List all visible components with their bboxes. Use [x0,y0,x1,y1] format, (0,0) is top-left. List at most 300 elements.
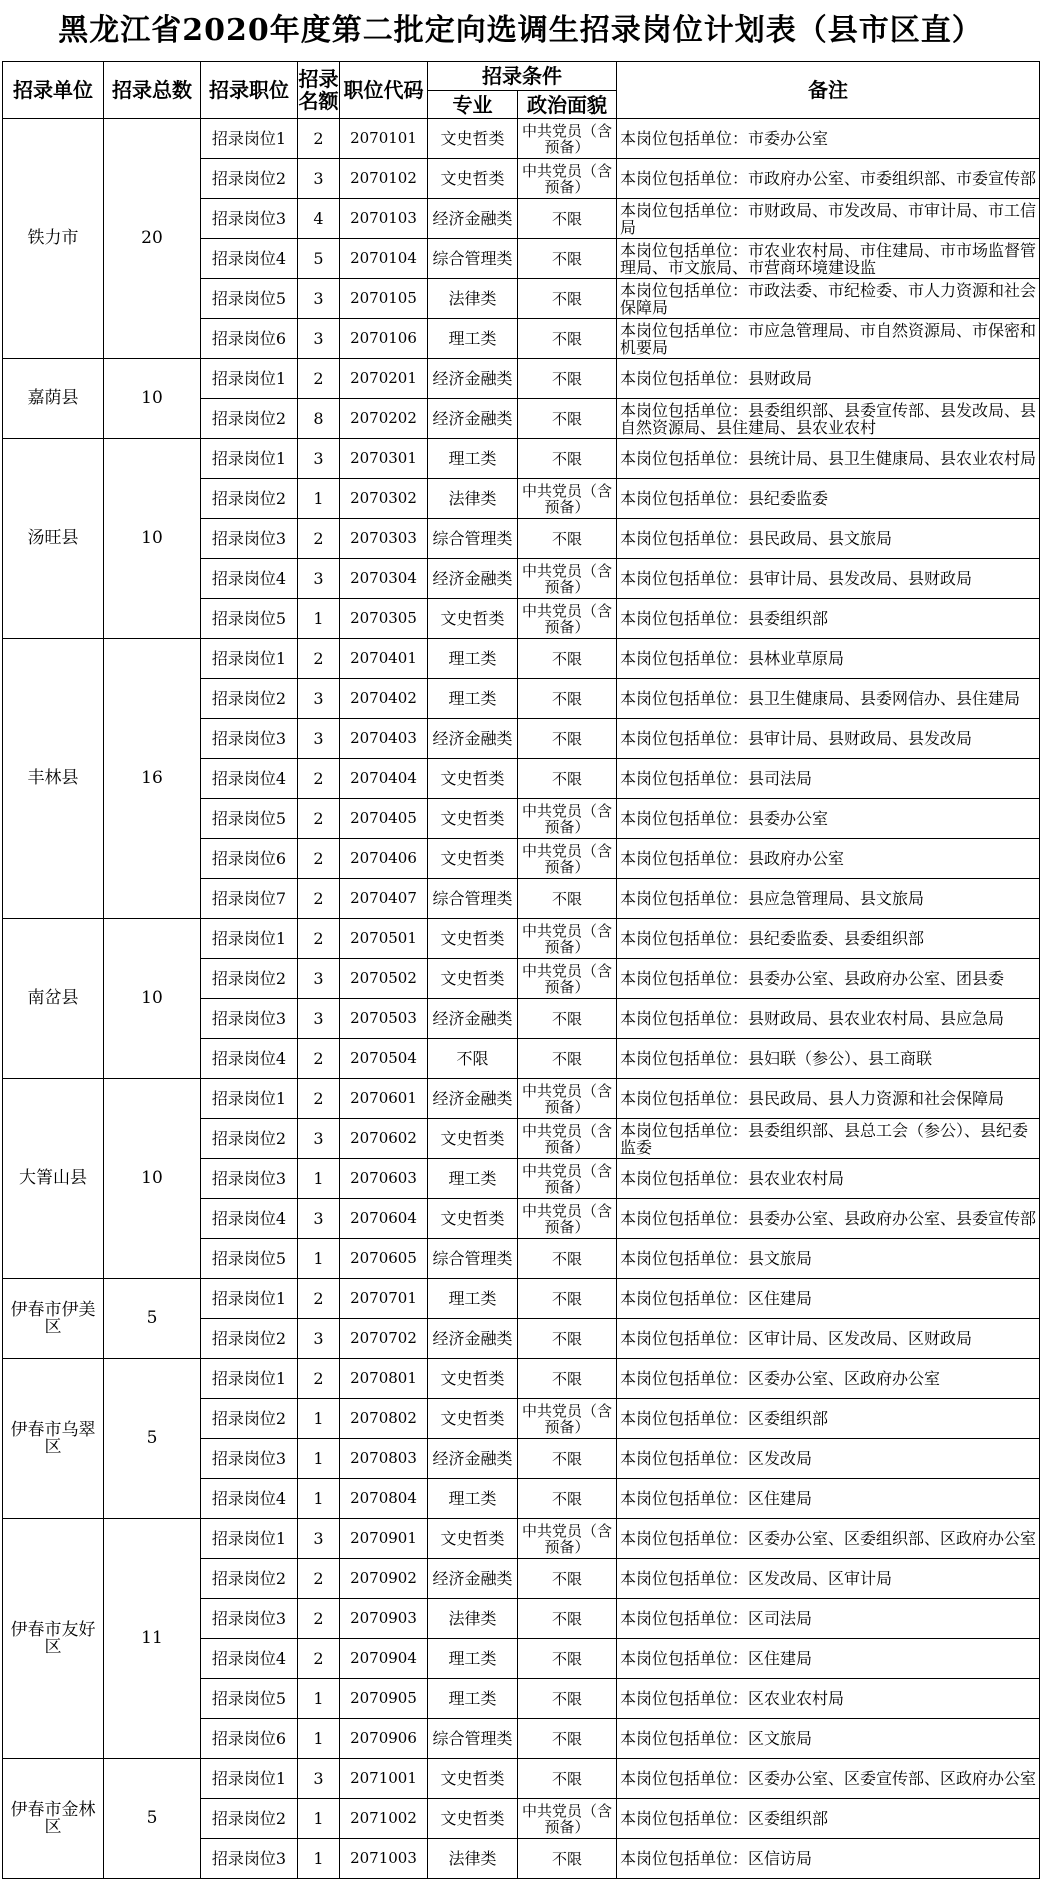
cell-remarks: 本岗位包括单位：县民政局、县文旅局 [617,519,1040,559]
cell-code: 2070905 [340,1679,428,1719]
header-conditions: 招录条件 [428,62,617,91]
cell-remarks: 本岗位包括单位：县妇联（参公）、县工商联 [617,1039,1040,1079]
cell-remarks: 本岗位包括单位：县纪委监委 [617,479,1040,519]
cell-position: 招录岗位4 [201,759,298,799]
cell-remarks: 本岗位包括单位：市政法委、市纪检委、市人力资源和社会保障局 [617,279,1040,319]
cell-quota: 3 [298,1119,340,1159]
cell-unit: 伊春市伊美区 [3,1279,104,1359]
cell-major: 文史哲类 [428,599,518,639]
cell-position: 招录岗位2 [201,1399,298,1439]
cell-political: 中共党员（含预备） [518,1399,617,1439]
cell-major: 综合管理类 [428,519,518,559]
cell-code: 2070904 [340,1639,428,1679]
cell-remarks: 本岗位包括单位：县卫生健康局、县委网信办、县住建局 [617,679,1040,719]
cell-total: 10 [104,1079,201,1279]
cell-political: 不限 [518,719,617,759]
cell-position: 招录岗位3 [201,1599,298,1639]
cell-code: 2070106 [340,319,428,359]
cell-political: 中共党员（含预备） [518,1799,617,1839]
cell-political: 不限 [518,359,617,399]
document-title: 黑龙江省2020年度第二批定向选调生招录岗位计划表（县市区直） [58,13,983,48]
cell-quota: 3 [298,559,340,599]
cell-code: 2070405 [340,799,428,839]
cell-quota: 2 [298,119,340,159]
cell-quota: 3 [298,1519,340,1559]
cell-political: 不限 [518,1639,617,1679]
cell-remarks: 本岗位包括单位：县政府办公室 [617,839,1040,879]
cell-major: 理工类 [428,639,518,679]
cell-quota: 1 [298,599,340,639]
cell-position: 招录岗位4 [201,1039,298,1079]
cell-code: 2070604 [340,1199,428,1239]
cell-political: 不限 [518,1679,617,1719]
cell-major: 经济金融类 [428,559,518,599]
cell-remarks: 本岗位包括单位：市农业农村局、市住建局、市市场监督管理局、市文旅局、市营商环境建设监 [617,239,1040,279]
cell-quota: 1 [298,479,340,519]
cell-remarks: 本岗位包括单位：县文旅局 [617,1239,1040,1279]
cell-code: 2070301 [340,439,428,479]
cell-position: 招录岗位5 [201,799,298,839]
cell-position: 招录岗位2 [201,159,298,199]
cell-code: 2070903 [340,1599,428,1639]
cell-total: 10 [104,359,201,439]
cell-position: 招录岗位1 [201,1279,298,1319]
table-row [3,1279,1040,1319]
cell-political: 中共党员（含预备） [518,1199,617,1239]
cell-code: 2070201 [340,359,428,399]
cell-unit: 丰林县 [3,639,104,919]
cell-major: 经济金融类 [428,1319,518,1359]
cell-position: 招录岗位5 [201,1679,298,1719]
cell-code: 2070906 [340,1719,428,1759]
cell-political: 不限 [518,399,617,439]
cell-remarks: 本岗位包括单位：市政府办公室、市委组织部、市委宣传部 [617,159,1040,199]
cell-position: 招录岗位2 [201,1119,298,1159]
cell-major: 理工类 [428,1639,518,1679]
cell-political: 不限 [518,1239,617,1279]
cell-remarks: 本岗位包括单位：区委办公室、区委组织部、区政府办公室 [617,1519,1040,1559]
cell-remarks: 本岗位包括单位：县审计局、县财政局、县发改局 [617,719,1040,759]
table-row [3,1759,1040,1799]
cell-quota: 1 [298,1399,340,1439]
cell-political: 中共党员（含预备） [518,1079,617,1119]
cell-position: 招录岗位3 [201,1439,298,1479]
cell-quota: 3 [298,719,340,759]
cell-quota: 2 [298,1599,340,1639]
cell-position: 招录岗位5 [201,279,298,319]
cell-quota: 3 [298,159,340,199]
cell-political: 不限 [518,1559,617,1599]
recruitment-table [2,61,1040,1879]
table-row [3,919,1040,959]
cell-code: 2071003 [340,1839,428,1879]
cell-position: 招录岗位1 [201,1759,298,1799]
cell-quota: 1 [298,1159,340,1199]
cell-major: 文史哲类 [428,1199,518,1239]
cell-unit: 汤旺县 [3,439,104,639]
cell-total: 10 [104,439,201,639]
cell-position: 招录岗位4 [201,1639,298,1679]
cell-political: 不限 [518,1759,617,1799]
cell-remarks: 本岗位包括单位：县纪委监委、县委组织部 [617,919,1040,959]
cell-quota: 2 [298,1359,340,1399]
cell-code: 2070407 [340,879,428,919]
cell-code: 2070503 [340,999,428,1039]
cell-quota: 3 [298,959,340,999]
cell-position: 招录岗位5 [201,599,298,639]
cell-code: 2070304 [340,559,428,599]
cell-code: 2070502 [340,959,428,999]
cell-political: 不限 [518,879,617,919]
cell-position: 招录岗位2 [201,1799,298,1839]
cell-unit: 伊春市友好区 [3,1519,104,1759]
cell-unit: 大箐山县 [3,1079,104,1279]
cell-quota: 1 [298,1439,340,1479]
cell-code: 2070305 [340,599,428,639]
cell-code: 2070504 [340,1039,428,1079]
cell-major: 理工类 [428,319,518,359]
cell-quota: 2 [298,839,340,879]
cell-remarks: 本岗位包括单位：县委组织部 [617,599,1040,639]
cell-quota: 2 [298,799,340,839]
table-row [3,439,1040,479]
cell-position: 招录岗位4 [201,1479,298,1519]
cell-political: 中共党员（含预备） [518,799,617,839]
cell-major: 法律类 [428,279,518,319]
cell-code: 2070101 [340,119,428,159]
cell-political: 中共党员（含预备） [518,559,617,599]
cell-position: 招录岗位2 [201,1559,298,1599]
cell-unit: 铁力市 [3,119,104,359]
cell-quota: 2 [298,1639,340,1679]
cell-major: 理工类 [428,1159,518,1199]
cell-remarks: 本岗位包括单位：县林业草原局 [617,639,1040,679]
cell-remarks: 本岗位包括单位：区住建局 [617,1639,1040,1679]
cell-major: 文史哲类 [428,159,518,199]
cell-position: 招录岗位1 [201,919,298,959]
cell-code: 2070801 [340,1359,428,1399]
cell-major: 文史哲类 [428,959,518,999]
cell-remarks: 本岗位包括单位：区住建局 [617,1479,1040,1519]
cell-quota: 2 [298,519,340,559]
cell-major: 文史哲类 [428,759,518,799]
cell-position: 招录岗位6 [201,839,298,879]
cell-position: 招录岗位2 [201,679,298,719]
cell-major: 文史哲类 [428,1359,518,1399]
cell-unit: 伊春市金林区 [3,1759,104,1879]
cell-major: 文史哲类 [428,1119,518,1159]
table-row [3,1359,1040,1399]
cell-major: 理工类 [428,1479,518,1519]
cell-major: 综合管理类 [428,239,518,279]
header-unit: 招录单位 [3,62,104,119]
cell-political: 不限 [518,999,617,1039]
cell-political: 不限 [518,679,617,719]
cell-political: 不限 [518,759,617,799]
cell-quota: 2 [298,919,340,959]
cell-total: 10 [104,919,201,1079]
cell-remarks: 本岗位包括单位：区文旅局 [617,1719,1040,1759]
cell-political: 不限 [518,1479,617,1519]
cell-quota: 2 [298,1039,340,1079]
cell-major: 不限 [428,1039,518,1079]
cell-code: 2070601 [340,1079,428,1119]
cell-major: 经济金融类 [428,199,518,239]
cell-major: 理工类 [428,1679,518,1719]
header-quota: 招录名额 [298,62,340,119]
cell-remarks: 本岗位包括单位：县应急管理局、县文旅局 [617,879,1040,919]
cell-remarks: 本岗位包括单位：县司法局 [617,759,1040,799]
cell-political: 不限 [518,1719,617,1759]
cell-code: 2070401 [340,639,428,679]
cell-major: 法律类 [428,479,518,519]
cell-major: 文史哲类 [428,1759,518,1799]
cell-code: 2070104 [340,239,428,279]
cell-position: 招录岗位3 [201,1839,298,1879]
cell-political: 中共党员（含预备） [518,599,617,639]
cell-major: 文史哲类 [428,839,518,879]
cell-remarks: 本岗位包括单位：区发改局 [617,1439,1040,1479]
table-row [3,1519,1040,1559]
header-code: 职位代码 [340,62,428,119]
cell-remarks: 本岗位包括单位：县委办公室、县政府办公室、县委宣传部 [617,1199,1040,1239]
cell-quota: 3 [298,1199,340,1239]
cell-major: 经济金融类 [428,999,518,1039]
cell-remarks: 本岗位包括单位：县农业农村局 [617,1159,1040,1199]
cell-remarks: 本岗位包括单位：区信访局 [617,1839,1040,1879]
cell-political: 不限 [518,439,617,479]
cell-position: 招录岗位3 [201,719,298,759]
cell-major: 文史哲类 [428,119,518,159]
cell-major: 经济金融类 [428,1559,518,1599]
cell-position: 招录岗位3 [201,519,298,559]
cell-political: 不限 [518,1439,617,1479]
cell-code: 2070603 [340,1159,428,1199]
cell-major: 文史哲类 [428,1399,518,1439]
cell-position: 招录岗位3 [201,999,298,1039]
cell-code: 2070902 [340,1559,428,1599]
cell-unit: 伊春市乌翠区 [3,1359,104,1519]
cell-political: 中共党员（含预备） [518,1119,617,1159]
cell-code: 2070804 [340,1479,428,1519]
cell-political: 中共党员（含预备） [518,479,617,519]
cell-major: 理工类 [428,439,518,479]
cell-political: 不限 [518,639,617,679]
cell-remarks: 本岗位包括单位：区委组织部 [617,1799,1040,1839]
cell-position: 招录岗位4 [201,1199,298,1239]
cell-remarks: 本岗位包括单位：区委办公室、区政府办公室 [617,1359,1040,1399]
cell-political: 不限 [518,1039,617,1079]
cell-remarks: 本岗位包括单位：区发改局、区审计局 [617,1559,1040,1599]
table-header-row [3,62,1040,91]
cell-position: 招录岗位2 [201,1319,298,1359]
cell-remarks: 本岗位包括单位：区委办公室、区委宣传部、区政府办公室 [617,1759,1040,1799]
cell-quota: 3 [298,439,340,479]
cell-position: 招录岗位1 [201,639,298,679]
cell-quota: 2 [298,1079,340,1119]
cell-position: 招录岗位1 [201,1519,298,1559]
cell-quota: 2 [298,879,340,919]
cell-total: 5 [104,1759,201,1879]
cell-political: 中共党员（含预备） [518,159,617,199]
cell-remarks: 本岗位包括单位：市应急管理局、市自然资源局、市保密和机要局 [617,319,1040,359]
cell-quota: 2 [298,1279,340,1319]
cell-remarks: 本岗位包括单位：县委组织部、县委宣传部、县发改局、县自然资源局、县住建局、县农业农村 [617,399,1040,439]
cell-political: 不限 [518,1319,617,1359]
cell-position: 招录岗位2 [201,959,298,999]
cell-political: 中共党员（含预备） [518,119,617,159]
cell-quota: 3 [298,679,340,719]
cell-position: 招录岗位3 [201,1159,298,1199]
cell-political: 不限 [518,1839,617,1879]
cell-remarks: 本岗位包括单位：县委办公室 [617,799,1040,839]
cell-code: 2070901 [340,1519,428,1559]
cell-total: 20 [104,119,201,359]
cell-major: 法律类 [428,1599,518,1639]
table-row [3,639,1040,679]
cell-total: 5 [104,1359,201,1519]
cell-total: 16 [104,639,201,919]
cell-position: 招录岗位7 [201,879,298,919]
cell-total: 11 [104,1519,201,1759]
cell-code: 2070602 [340,1119,428,1159]
cell-quota: 4 [298,199,340,239]
table-row [3,119,1040,159]
header-major: 专业 [428,91,518,119]
cell-code: 2070802 [340,1399,428,1439]
cell-position: 招录岗位1 [201,359,298,399]
cell-position: 招录岗位1 [201,439,298,479]
cell-code: 2070303 [340,519,428,559]
cell-code: 2070406 [340,839,428,879]
cell-code: 2070403 [340,719,428,759]
cell-code: 2070202 [340,399,428,439]
cell-remarks: 本岗位包括单位：县财政局、县农业农村局、县应急局 [617,999,1040,1039]
cell-political: 不限 [518,519,617,559]
cell-position: 招录岗位3 [201,199,298,239]
cell-remarks: 本岗位包括单位：县审计局、县发改局、县财政局 [617,559,1040,599]
cell-code: 2070404 [340,759,428,799]
cell-quota: 2 [298,1559,340,1599]
cell-political: 不限 [518,1279,617,1319]
cell-position: 招录岗位6 [201,319,298,359]
header-total: 招录总数 [104,62,201,119]
cell-major: 理工类 [428,679,518,719]
cell-major: 文史哲类 [428,799,518,839]
table-row [3,359,1040,399]
cell-remarks: 本岗位包括单位：区审计局、区发改局、区财政局 [617,1319,1040,1359]
cell-remarks: 本岗位包括单位：区司法局 [617,1599,1040,1639]
cell-political: 中共党员（含预备） [518,1159,617,1199]
cell-quota: 3 [298,279,340,319]
cell-major: 法律类 [428,1839,518,1879]
cell-position: 招录岗位1 [201,1079,298,1119]
cell-code: 2070501 [340,919,428,959]
cell-unit: 嘉荫县 [3,359,104,439]
table-body [3,119,1040,1879]
cell-quota: 2 [298,359,340,399]
cell-quota: 3 [298,1759,340,1799]
cell-position: 招录岗位6 [201,1719,298,1759]
cell-quota: 1 [298,1679,340,1719]
cell-position: 招录岗位4 [201,239,298,279]
cell-major: 经济金融类 [428,399,518,439]
cell-quota: 3 [298,999,340,1039]
cell-code: 2070605 [340,1239,428,1279]
cell-code: 2070102 [340,159,428,199]
table-row [3,1079,1040,1119]
cell-major: 经济金融类 [428,359,518,399]
cell-code: 2070702 [340,1319,428,1359]
cell-political: 不限 [518,199,617,239]
cell-quota: 8 [298,399,340,439]
cell-remarks: 本岗位包括单位：市委办公室 [617,119,1040,159]
cell-position: 招录岗位1 [201,1359,298,1399]
cell-code: 2070402 [340,679,428,719]
cell-quota: 2 [298,639,340,679]
cell-quota: 1 [298,1839,340,1879]
header-position: 招录职位 [201,62,298,119]
cell-political: 不限 [518,1359,617,1399]
cell-major: 综合管理类 [428,1239,518,1279]
header-remarks: 备注 [617,62,1040,119]
cell-political: 中共党员（含预备） [518,1519,617,1559]
cell-position: 招录岗位2 [201,479,298,519]
cell-major: 综合管理类 [428,1719,518,1759]
cell-code: 2071001 [340,1759,428,1799]
cell-quota: 5 [298,239,340,279]
cell-position: 招录岗位2 [201,399,298,439]
cell-quota: 1 [298,1799,340,1839]
cell-code: 2070103 [340,199,428,239]
cell-major: 文史哲类 [428,919,518,959]
cell-total: 5 [104,1279,201,1359]
cell-major: 综合管理类 [428,879,518,919]
cell-political: 中共党员（含预备） [518,839,617,879]
cell-quota: 2 [298,759,340,799]
cell-code: 2070302 [340,479,428,519]
cell-major: 文史哲类 [428,1799,518,1839]
cell-major: 经济金融类 [428,719,518,759]
cell-remarks: 本岗位包括单位：区农业农村局 [617,1679,1040,1719]
cell-political: 不限 [518,319,617,359]
cell-remarks: 本岗位包括单位：县统计局、县卫生健康局、县农业农村局 [617,439,1040,479]
cell-major: 经济金融类 [428,1079,518,1119]
cell-quota: 3 [298,319,340,359]
cell-code: 2071002 [340,1799,428,1839]
cell-position: 招录岗位5 [201,1239,298,1279]
cell-quota: 1 [298,1239,340,1279]
cell-political: 中共党员（含预备） [518,959,617,999]
cell-political: 不限 [518,279,617,319]
cell-political: 不限 [518,239,617,279]
cell-major: 理工类 [428,1279,518,1319]
cell-political: 中共党员（含预备） [518,919,617,959]
cell-quota: 3 [298,1319,340,1359]
cell-remarks: 本岗位包括单位：县委办公室、县政府办公室、团县委 [617,959,1040,999]
cell-remarks: 本岗位包括单位：区委组织部 [617,1399,1040,1439]
cell-quota: 1 [298,1479,340,1519]
cell-position: 招录岗位1 [201,119,298,159]
cell-political: 不限 [518,1599,617,1639]
cell-unit: 南岔县 [3,919,104,1079]
cell-remarks: 本岗位包括单位：县财政局 [617,359,1040,399]
cell-code: 2070701 [340,1279,428,1319]
cell-code: 2070803 [340,1439,428,1479]
cell-remarks: 本岗位包括单位：市财政局、市发改局、市审计局、市工信局 [617,199,1040,239]
cell-remarks: 本岗位包括单位：区住建局 [617,1279,1040,1319]
cell-position: 招录岗位4 [201,559,298,599]
